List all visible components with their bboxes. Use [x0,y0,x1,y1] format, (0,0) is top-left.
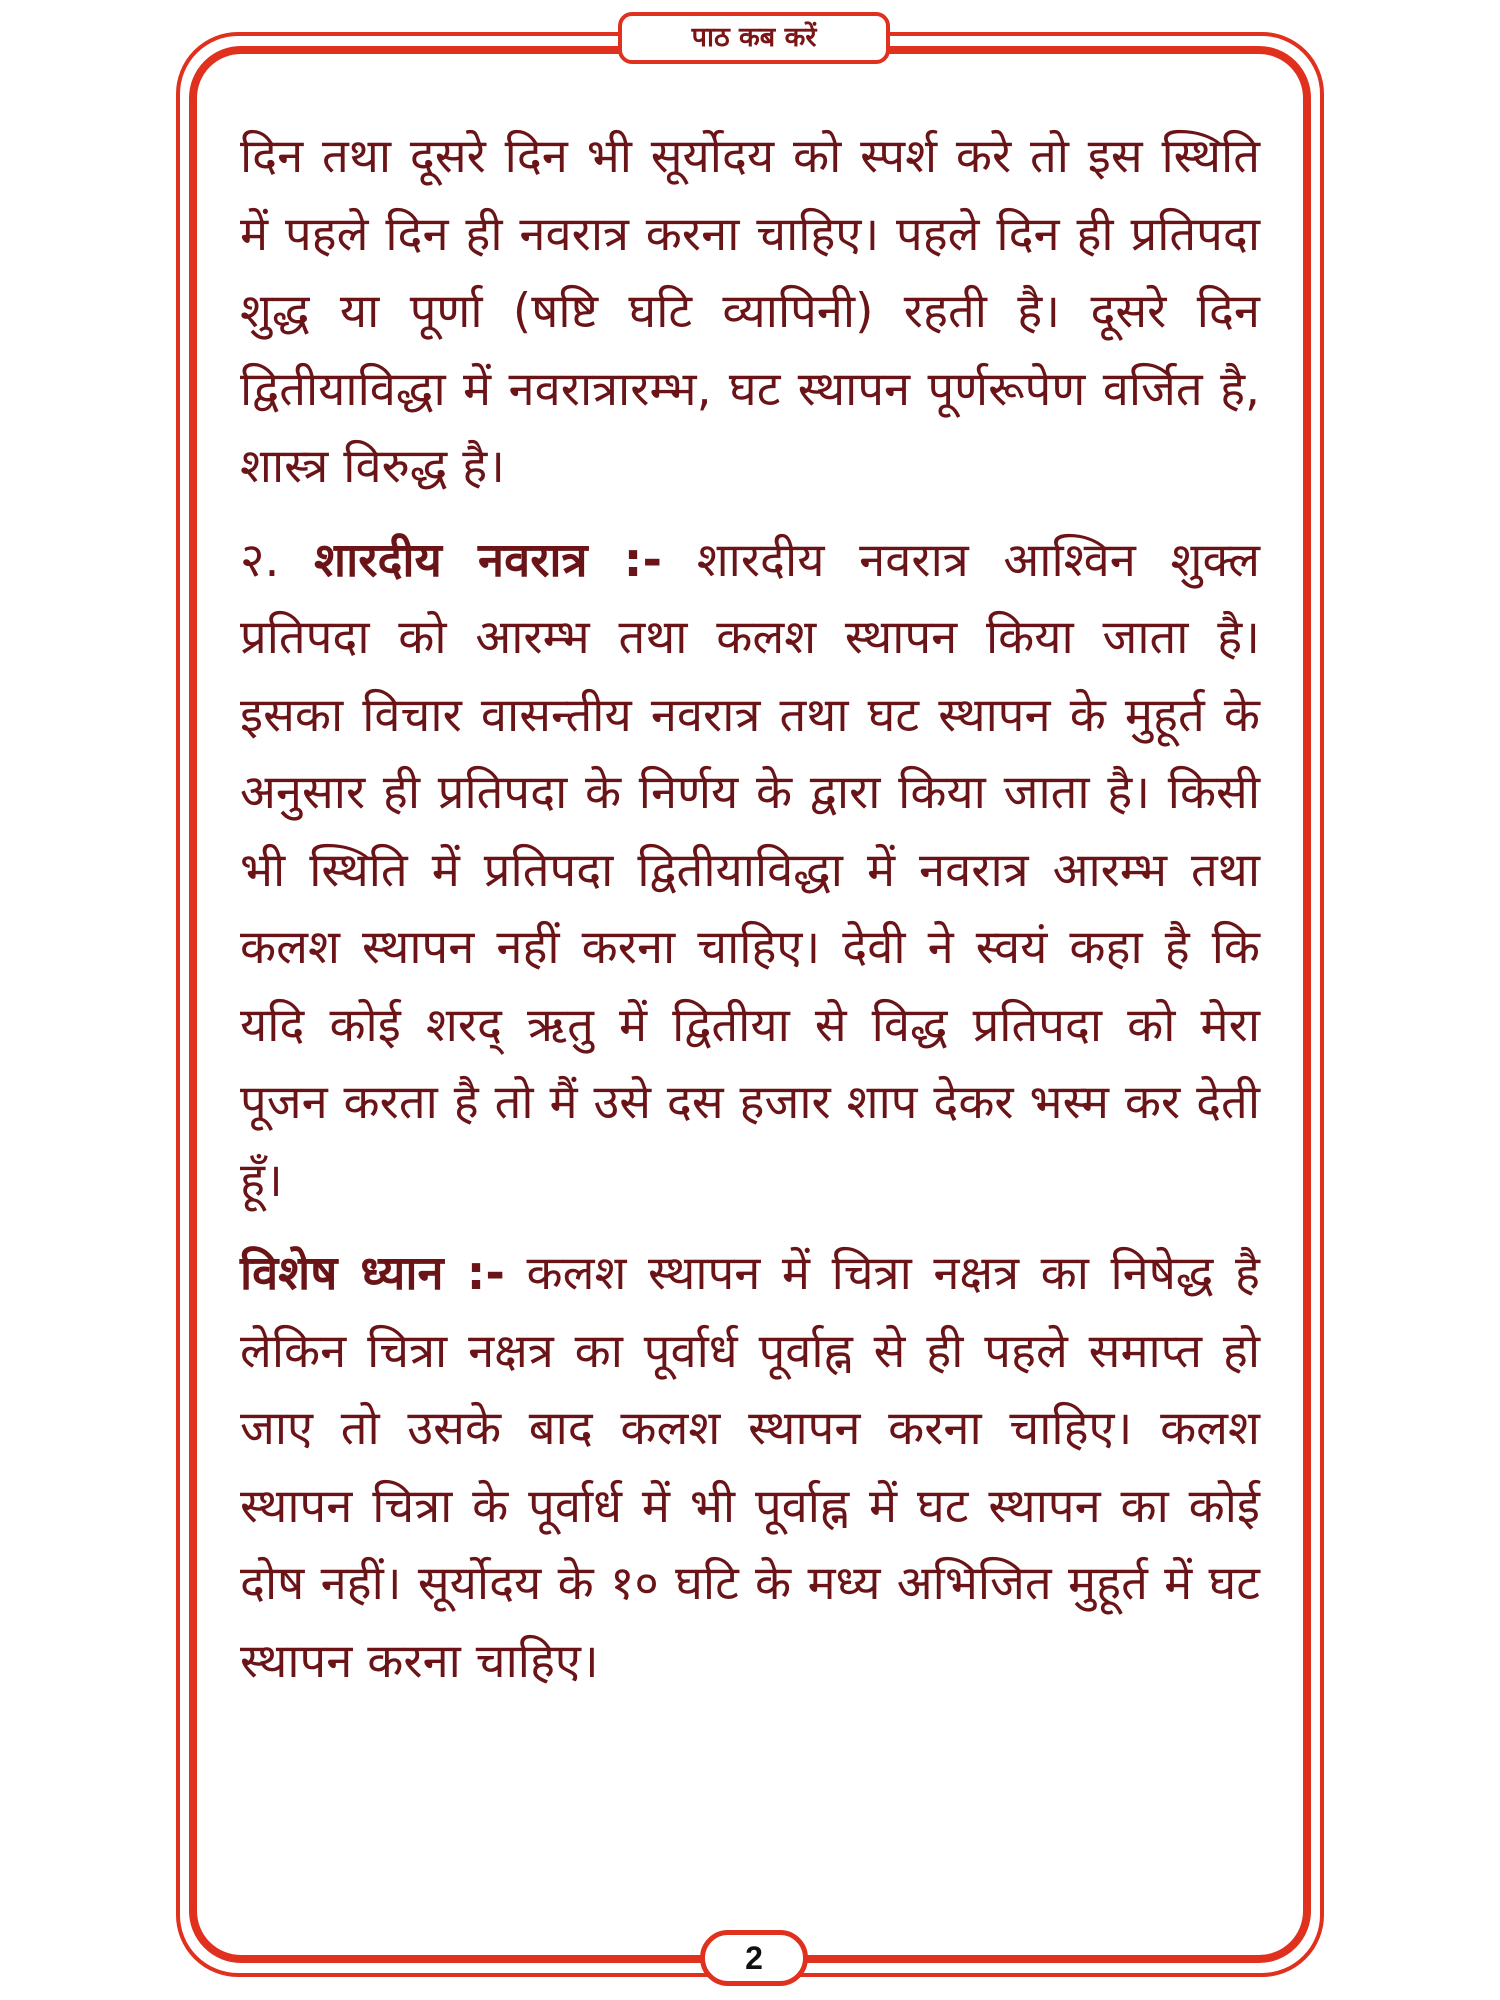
paragraph-text: कलश स्थापन में चित्रा नक्षत्र का निषेद्ध है लेकिन चित्रा नक्षत्र का पूर्वार्ध पूर्वाह्न से ही पहले समाप्त हो जाए तो उसके बाद कलश स्थापन करना चाहिए। कलश स्थापन चित्रा के पूर्वार्ध में भी पूर्वाह्न में घट स्थापन का कोई दोष नहीं। सूर्योदय के १० घटि के मध्य अभिजित मुहूर्त में घट स्थापन करना चाहिए। [240,1246,1260,1689]
paragraph-vishesh-dhyan [240,1235,1260,1700]
page-body [240,118,1260,1700]
running-header [618,12,890,64]
page-number: 2 [745,1940,763,1976]
header-title: पाठ कब करें [691,22,817,53]
paragraph-text: शारदीय नवरात्र आश्विन शुक्ल प्रतिपदा को आरम्भ तथा कलश स्थापन किया जाता है। इसका विचार वासन्तीय नवरात्र तथा घट स्थापन के मुहूर्त के अनुसार ही प्रतिपदा के निर्णय के द्वारा किया जाता है। किसी भी स्थिति में प्रतिपदा द्वितीयाविद्धा में नवरात्र आरम्भ तथा कलश स्थापन नहीं करना चाहिए। देवी ने स्वयं कहा है कि यदि कोई शरद् ऋतु में द्वितीया से विद्ध प्रतिपदा को मेरा पूजन करता है तो मैं उसे दस हजार शाप देकर भस्म कर देती हूँ। [240,532,1260,1208]
paragraph-heading: विशेष ध्यान :- [240,1246,505,1301]
paragraph-heading: शारदीय नवरात्र :- [314,532,662,588]
paragraph-text: दिन तथा दूसरे दिन भी सूर्योदय को स्पर्श करे तो इस स्थिति में पहले दिन ही नवरात्र करना चाहिए। पहले दिन ही प्रतिपदा शुद्ध या पूर्णा (षष्टि घटि व्यापिनी) रहती है। दूसरे दिन द्वितीयाविद्धा में नवरात्रारम्भ, घट स्थापन पूर्णरूपेण वर्जित है, शास्त्र विरुद्ध है। [240,129,1260,494]
page-number-badge [700,1930,808,1986]
paragraph-sharadiya-navratra [240,522,1260,1220]
paragraph-continuation [240,118,1260,506]
paragraph-number: २. [240,532,280,588]
